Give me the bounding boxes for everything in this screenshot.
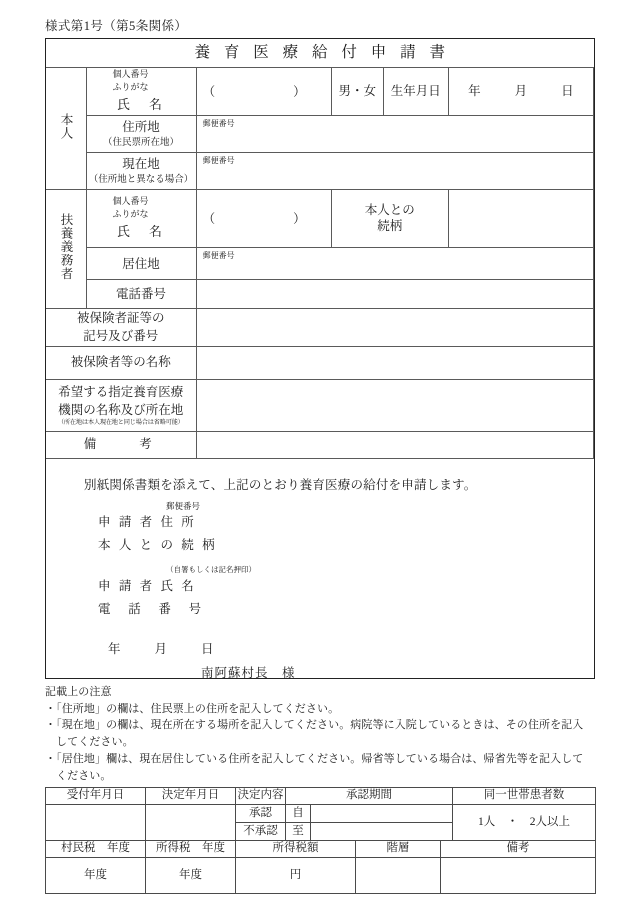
supporter-relation-label-line1: 本人との — [364, 203, 415, 218]
insurance-symbol-label-line2: 記号及び番号 — [83, 329, 159, 344]
declaration-relation-label[interactable]: 本 人 と の 続 柄 — [98, 538, 218, 553]
decision-approved-option[interactable]: 承認 — [236, 805, 286, 823]
declaration-dateline[interactable] — [46, 642, 594, 658]
notes-list — [42, 701, 598, 785]
supporter-name-label: 氏 名 — [117, 223, 166, 239]
period-from-input[interactable] — [311, 805, 453, 823]
title-row — [46, 39, 594, 67]
applicant-current-input[interactable] — [196, 153, 593, 190]
supporter-residence-postal-label: 郵便番号 — [202, 251, 235, 261]
official-table-2-header-row — [46, 841, 596, 858]
declaration-postal-label: 郵便番号 — [166, 500, 201, 511]
applicant-current-label-cell — [86, 153, 196, 190]
applicant-name-label-cell — [86, 67, 196, 116]
supporter-name-row — [46, 190, 594, 248]
supporter-relation-label-cell — [331, 190, 448, 248]
applicant-name-label: 氏 名 — [117, 96, 166, 112]
note-item: ・「住所地」の欄は、住民票上の住所を記入してください。 — [45, 702, 340, 715]
remarks-row — [46, 431, 594, 458]
remarks-input[interactable] — [196, 431, 593, 458]
declaration-name-label[interactable]: 申 請 者 氏 名 — [98, 578, 197, 593]
decision-content-header: 決定内容 — [236, 788, 286, 805]
insurer-name-input[interactable] — [196, 346, 593, 379]
main-form-box — [45, 38, 595, 679]
applicant-birthdate-label-cell — [383, 67, 448, 116]
applicant-address-postal-label: 郵便番号 — [202, 119, 235, 129]
form-title-cell — [46, 39, 594, 67]
applicant-id-paren: （ ） — [202, 84, 306, 99]
period-to-marker: 至 — [286, 823, 311, 841]
tax-remarks-header: 備考 — [441, 841, 596, 858]
income-tax-amount-input[interactable]: 円 — [236, 858, 356, 894]
insurance-symbol-input[interactable] — [196, 309, 593, 346]
remarks-label: 備 考 — [83, 437, 158, 452]
applicant-id-label: 個人番号 — [112, 68, 149, 79]
form-number: 様式第1号（第5条関係） — [45, 19, 188, 33]
decision-date-header: 決定年月日 — [146, 788, 236, 805]
supporter-residence-label-cell — [86, 248, 196, 280]
note-item-continued: ください。 — [56, 769, 112, 782]
applicant-name-input[interactable] — [196, 67, 331, 116]
remarks-label-cell — [46, 431, 196, 458]
official-table-1-body-row-1 — [46, 805, 596, 823]
village-tax-input[interactable]: 年度 — [46, 858, 146, 894]
supporter-id-paren: （ ） — [202, 211, 306, 226]
household-patients-value[interactable]: 1人 ・ 2人以上 — [453, 805, 596, 841]
supporter-phone-label-cell — [86, 280, 196, 309]
supporter-phone-row — [46, 280, 594, 309]
supporter-name-input[interactable] — [196, 190, 331, 248]
insurance-symbol-row — [46, 309, 594, 346]
approval-period-header: 承認期間 — [286, 788, 453, 805]
insurer-name-row — [46, 346, 594, 379]
applicant-current-sublabel: （住所地と異なる場合） — [88, 175, 194, 186]
official-table-1-header-row — [46, 788, 596, 805]
note-item: ・「居住地」欄は、現在居住している住所を記入してください。帰省等している場合は、帰省先等を記入して — [45, 752, 584, 765]
insurance-symbol-label-cell — [46, 309, 196, 346]
page-title: 養 育 医 療 給 付 申 請 書 — [194, 44, 450, 62]
note-item: ・「現在地」の欄は、現在所在する場所を記入してください。病院等に入院しているときは、その住所を記入 — [45, 719, 584, 732]
institution-label-line1: 希望する指定養育医療 — [58, 384, 184, 399]
declaration-month-marker: 月 — [154, 642, 168, 657]
supporter-name-label-cell — [86, 190, 196, 248]
institution-label-cell — [46, 379, 196, 431]
period-to-input[interactable] — [311, 823, 453, 841]
declaration-block — [46, 459, 594, 682]
supporter-residence-label: 居住地 — [122, 256, 160, 271]
insurer-name-label: 被保険者等の名称 — [70, 355, 171, 370]
declaration-addressee: 南阿蘇村長 様 — [201, 666, 296, 681]
institution-row — [46, 379, 594, 431]
income-tax-amount-header: 所得税額 — [236, 841, 356, 858]
declaration-phone-label[interactable]: 電 話 番 号 — [98, 601, 204, 616]
supporter-phone-label: 電話番号 — [116, 287, 167, 302]
official-use-table-tax — [45, 840, 596, 894]
receipt-date-header: 受付年月日 — [46, 788, 146, 805]
applicant-section-label-cell — [46, 67, 86, 190]
applicant-gender-label: 男・女 — [338, 83, 376, 98]
declaration-day-marker: 日 — [201, 642, 214, 657]
birthdate-day-marker: 日 — [561, 83, 574, 98]
applicant-section-label: 本人 — [59, 112, 73, 140]
applicant-current-row — [46, 153, 594, 190]
declaration-year-marker: 年 — [108, 642, 121, 657]
insurer-name-label-cell — [46, 346, 196, 379]
applicant-current-postal-label: 郵便番号 — [202, 156, 235, 166]
applicant-address-label-cell — [86, 116, 196, 153]
declaration-address-label[interactable]: 申 請 者 住 所 — [98, 515, 197, 530]
period-from-marker: 自 — [286, 805, 311, 823]
applicant-name-row — [46, 67, 594, 116]
decision-not-approved-option[interactable]: 不承認 — [236, 823, 286, 841]
decision-date-input[interactable] — [146, 805, 236, 841]
signature-note: （自署もしくは記名押印） — [166, 564, 256, 574]
applicant-current-label: 現在地 — [122, 157, 160, 172]
birthdate-year-marker: 年 — [468, 83, 481, 98]
tax-remarks-input[interactable] — [441, 858, 596, 894]
notes-block — [42, 684, 598, 784]
form-grid — [46, 39, 594, 682]
receipt-date-input[interactable] — [46, 805, 146, 841]
income-tax-header: 所得税 年度 — [146, 841, 236, 858]
declaration-intro: 別紙関係書類を添えて、上記のとおり養育医療の給付を申請します。 — [84, 477, 477, 492]
declaration-cell — [46, 458, 594, 682]
institution-label-line2: 機関の名称及び所在地 — [58, 402, 184, 417]
birthdate-month-marker: 月 — [514, 83, 528, 98]
note-item-continued: してください。 — [56, 736, 134, 749]
supporter-residence-input[interactable] — [196, 248, 593, 280]
supporter-furigana-label: ふりがな — [112, 209, 149, 220]
applicant-birthdate-input[interactable] — [448, 67, 593, 116]
supporter-section-label-cell — [46, 190, 86, 309]
applicant-gender-cell[interactable] — [331, 67, 383, 116]
tier-header: 階層 — [356, 841, 441, 858]
notes-heading: 記載上の注意 — [45, 686, 112, 698]
applicant-address-row — [46, 116, 594, 153]
household-patients-header: 同一世帯患者数 — [453, 788, 596, 805]
official-table-2-body-row — [46, 858, 596, 894]
supporter-section-label: 扶養義務者 — [59, 213, 73, 281]
insurance-symbol-label-line1: 被保険者証等の — [77, 311, 165, 326]
income-tax-input[interactable]: 年度 — [146, 858, 236, 894]
institution-note: （所在地は本人現在地と同じ場合は省略可能） — [57, 418, 184, 426]
supporter-residence-row — [46, 248, 594, 280]
supporter-relation-label-line2: 続柄 — [377, 218, 403, 233]
supporter-phone-input[interactable] — [196, 280, 593, 309]
supporter-id-label: 個人番号 — [112, 195, 149, 206]
declaration-row — [46, 458, 594, 682]
institution-input[interactable] — [196, 379, 593, 431]
tier-input[interactable] — [356, 858, 441, 894]
applicant-furigana-label: ふりがな — [112, 82, 149, 92]
village-tax-header: 村民税 年度 — [46, 841, 146, 858]
applicant-address-label: 住所地 — [122, 120, 160, 135]
applicant-address-sublabel: （住民票所在地） — [103, 138, 180, 149]
applicant-address-input[interactable] — [196, 116, 593, 153]
official-use-table-decision — [45, 787, 596, 841]
applicant-birthdate-label: 生年月日 — [390, 83, 441, 98]
supporter-relation-input[interactable] — [448, 190, 593, 248]
